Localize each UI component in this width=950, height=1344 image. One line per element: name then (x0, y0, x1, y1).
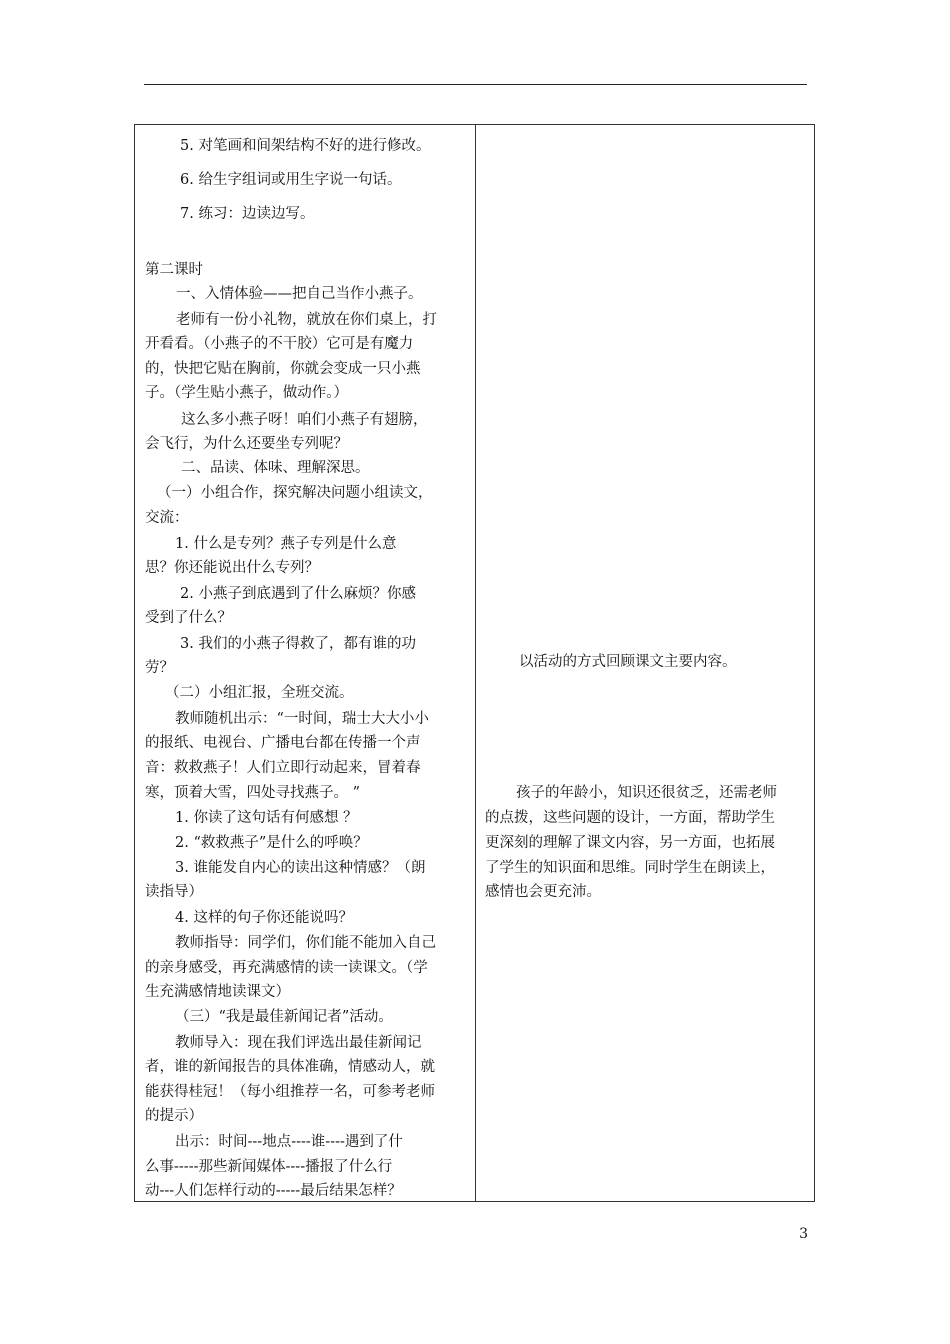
left-line: 的报纸、电视台、广播电台都在传播一个声 (145, 735, 421, 751)
left-line: 音：救救燕子！人们立即行动起来，冒着春 (145, 760, 421, 776)
left-line: 7. 练习：边读边写。 (180, 206, 315, 222)
right-note: 孩子的年龄小，知识还很贫乏，还需老师 (516, 785, 777, 801)
column-divider (475, 125, 476, 1201)
left-line: 寒，顶着大雪，四处寻找燕子。 ” (145, 785, 361, 801)
right-note: 以活动的方式回顾课文主要内容。 (519, 654, 737, 670)
left-line: 这么多小燕子呀！咱们小燕子有翅膀， (181, 412, 428, 428)
left-line: 的提示） (145, 1108, 203, 1124)
left-line: 能获得桂冠！（每小组推荐一名，可参考老师 (145, 1084, 435, 1100)
left-line: （二）小组汇报，全班交流。 (165, 685, 354, 701)
left-line: 者，谁的新闻报告的具体准确，情感动人，就 (145, 1059, 435, 1075)
left-line: 4. 这样的句子你还能说吗？ (175, 910, 353, 926)
right-note: 感情也会更充沛。 (485, 884, 601, 900)
right-note: 更深刻的理解了课文内容，另一方面，也拓展 (485, 835, 775, 851)
left-line: 2. “救救燕子”是什么的呼唤？ (175, 835, 368, 851)
left-line: 一、入情体验——把自己当作小燕子。 (176, 286, 423, 302)
left-line: 1. 你读了这句话有何感想 ？ (175, 810, 358, 826)
left-line: 的，快把它贴在胸前，你就会变成一只小燕 (145, 361, 421, 377)
left-line: 5. 对笔画和间架结构不好的进行修改。 (180, 138, 431, 154)
right-note: 了学生的知识面和思维。同时学生在朗读上， (485, 860, 775, 876)
left-line: 思？你还能说出什么专列？ (145, 560, 319, 576)
lesson-plan-table (134, 124, 815, 1202)
left-line: （一）小组合作，探究解决问题小组读文， (157, 485, 433, 501)
left-line: 教师随机出示：“一时间，瑞士大大小小 (175, 711, 429, 727)
header-rule (144, 84, 807, 85)
left-line: 生充满感情地读课文） (145, 984, 290, 1000)
left-line: 老师有一份小礼物，就放在你们桌上，打 (176, 312, 437, 328)
left-line: 受到了什么？ (145, 610, 232, 626)
page-number: 3 (799, 1226, 808, 1242)
left-line: 2. 小燕子到底遇到了什么麻烦？你感 (180, 586, 416, 602)
section-heading: 第二课时 (145, 262, 203, 278)
left-line: 劳？ (145, 660, 174, 676)
left-line: 教师指导：同学们，你们能不能加入自己 (175, 935, 436, 951)
left-line: 出示：时间---地点----谁----遇到了什 (175, 1134, 403, 1150)
left-line: 么事-----那些新闻媒体----播报了什么行 (145, 1159, 393, 1175)
left-line: 交流： (145, 510, 189, 526)
left-line: （三）“我是最佳新闻记者”活动。 (175, 1009, 393, 1025)
left-line: 动---人们怎样行动的-----最后结果怎样？ (145, 1183, 402, 1199)
left-line: 读指导） (145, 884, 203, 900)
left-line: 1. 什么是专列？燕子专列是什么意 (175, 536, 397, 552)
left-line: 的亲身感受，再充满感情的读一读课文。（学 (145, 960, 428, 976)
left-line: 教师导入：现在我们评选出最佳新闻记 (175, 1035, 422, 1051)
left-line: 3. 谁能发自内心的读出这种情感？（朗 (175, 860, 426, 876)
left-line: 开看看。（小燕子的不干胶）它可是有魔力 (145, 336, 414, 352)
right-note: 的点拨，这些问题的设计，一方面，帮助学生 (485, 810, 775, 826)
left-line: 3. 我们的小燕子得救了，都有谁的功 (180, 636, 416, 652)
left-line: 二、品读、体味、理解深思。 (181, 460, 370, 476)
left-line: 子。（学生贴小燕子，做动作。） (145, 385, 348, 401)
left-line: 6. 给生字组词或用生字说一句话。 (180, 172, 402, 188)
left-line: 会飞行，为什么还要坐专列呢？ (145, 436, 348, 452)
